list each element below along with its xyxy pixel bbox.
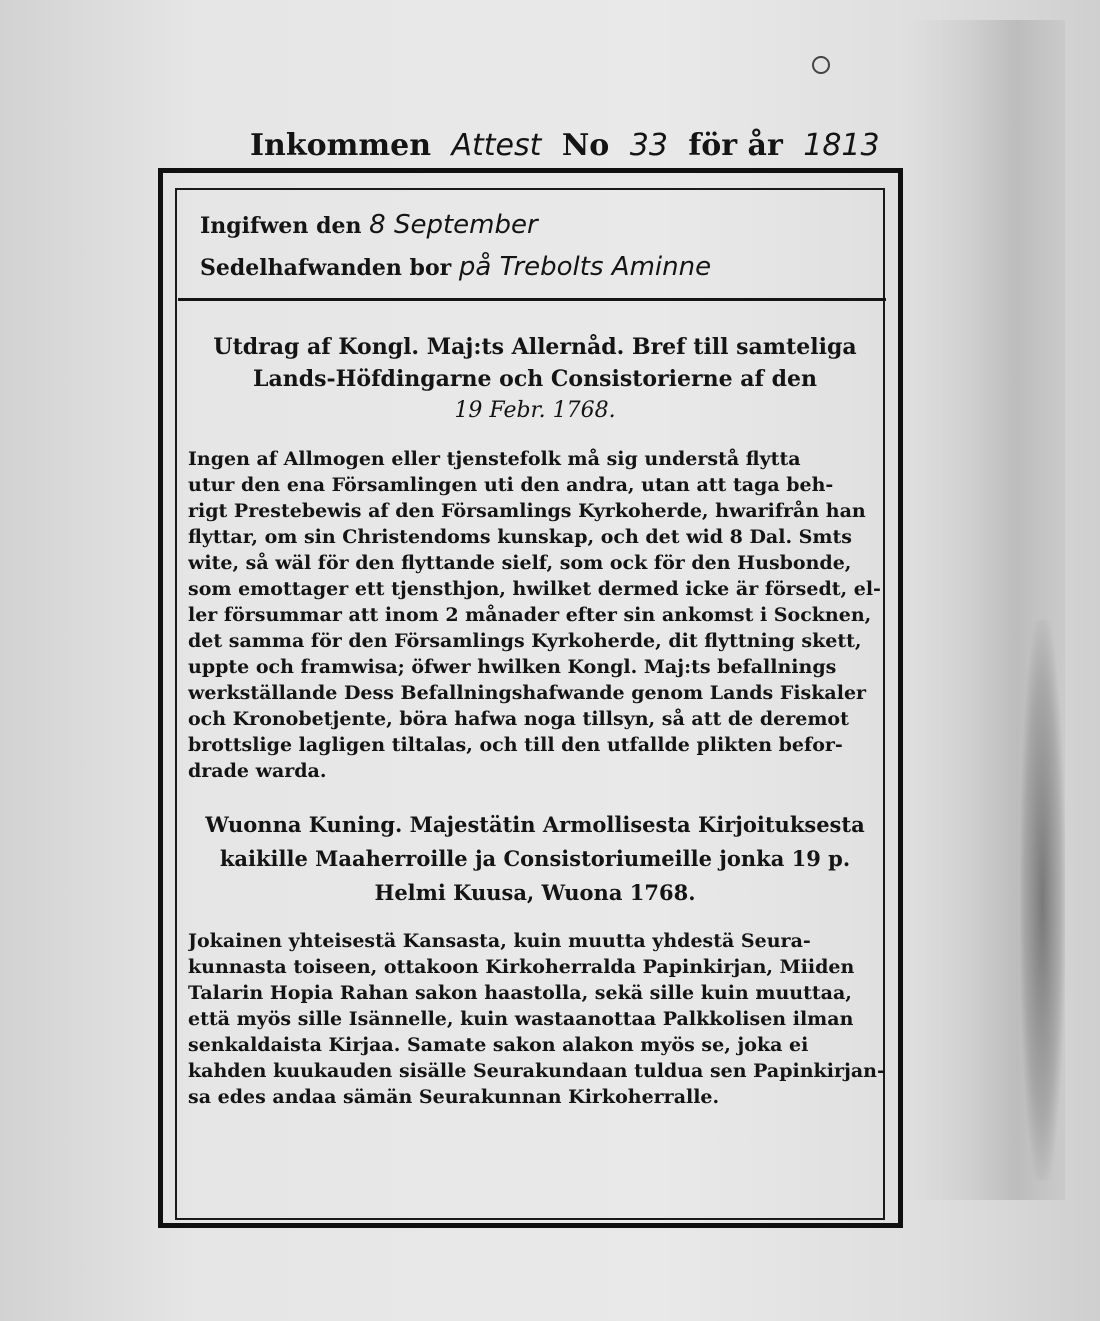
swedish-body-line: utur den ena Församlingen uti den andra, utan att taga beh-	[188, 474, 834, 496]
swedish-body-line: brottslige lagligen tiltalas, och till den utfallde plikten befor-	[188, 734, 843, 756]
finnish-title-line-3: Helmi Kuusa, Wuona 1768.	[374, 880, 696, 905]
swedish-body-line: wite, så wäl för den flyttande sielf, som ock för den Husbonde,	[188, 552, 852, 574]
heading-handwritten-attest: Attest	[451, 128, 542, 163]
swedish-body-line: ler försummar att inom 2 månader efter sin ankomst i Socknen,	[188, 604, 872, 626]
form-label-holder: Sedelhafwanden bor	[200, 255, 452, 281]
finnish-body	[188, 928, 898, 1110]
swedish-body-line: flyttar, om sin Christendoms kunskap, och det wid 8 Dal. Smts	[188, 526, 852, 548]
swedish-body-line: drade warda.	[188, 760, 327, 782]
finnish-body-line: Jokainen yhteisestä Kansasta, kuin muutta yhdestä Seura-	[188, 930, 811, 952]
swedish-body-line: rigt Prestebewis af den Församlings Kyrkoherde, hwarifrån han	[188, 500, 866, 522]
swedish-title-line-1: Utdrag af Kongl. Maj:ts Allernåd. Bref till samteliga	[213, 334, 857, 360]
form-value-submitted: 8 September	[369, 210, 538, 240]
paper-edge-smudge	[1020, 620, 1065, 1180]
finnish-body-line: kunnasta toiseen, ottakoon Kirkoherralda Papinkirjan, Miiden	[188, 956, 855, 978]
swedish-body-line: och Kronobetjente, böra hafwa noga tillsyn, så att de deremot	[188, 708, 849, 730]
swedish-body-line: Ingen af Allmogen eller tjenstefolk må sig understå flytta	[188, 448, 801, 470]
form-divider	[178, 298, 886, 301]
finnish-body-line: Talarin Hopia Rahan sakon haastolla, sekä sille kuin muuttaa,	[188, 982, 852, 1004]
heading-year: 1813	[803, 128, 880, 163]
form-line-submitted	[200, 210, 538, 250]
form-value-holder: på Trebolts Aminne	[458, 252, 712, 282]
swedish-body-line: werkställande Dess Befallningshafwande genom Lands Fiskaler	[188, 682, 867, 704]
finnish-body-line: että myös sille Isännelle, kuin wastaanottaa Palkkolisen ilman	[188, 1008, 854, 1030]
finnish-body-line: kahden kuukauden sisälle Seurakundaan tuldua sen Papinkirjan-	[188, 1060, 885, 1082]
punch-hole	[812, 56, 830, 74]
finnish-title-line-1: Wuonna Kuning. Majestätin Armollisesta Kirjoituksesta	[205, 812, 865, 837]
heading-printed: Inkommen	[250, 128, 432, 163]
finnish-body-line: senkaldaista Kirjaa. Samate sakon alakon myös se, joka ei	[188, 1034, 809, 1056]
form-line-holder	[200, 252, 711, 292]
heading-year-label: för år	[688, 128, 783, 163]
heading-no: No	[561, 128, 610, 163]
swedish-title-date: 19 Febr. 1768.	[454, 398, 616, 423]
swedish-title-line-2: Lands-Höfdingarne och Consistorierne af den	[253, 366, 817, 392]
swedish-body-line: som emottager ett tjensthjon, hwilket dermed icke är försedt, el-	[188, 578, 881, 600]
finnish-title-line-2: kaikille Maaherroille ja Consistoriumeille jonka 19 p.	[219, 846, 851, 871]
heading-number: 33	[629, 128, 668, 163]
finnish-body-line: sa edes andaa sämän Seurakunnan Kirkoherralle.	[188, 1086, 720, 1108]
form-label-submitted: Ingifwen den	[200, 213, 362, 239]
swedish-body-line: det samma för den Församlings Kyrkoherde, dit flyttning skett,	[188, 630, 862, 652]
swedish-body	[188, 446, 898, 784]
swedish-body-line: uppte och framwisa; öfwer hwilken Kongl. Maj:ts befallnings	[188, 656, 837, 678]
